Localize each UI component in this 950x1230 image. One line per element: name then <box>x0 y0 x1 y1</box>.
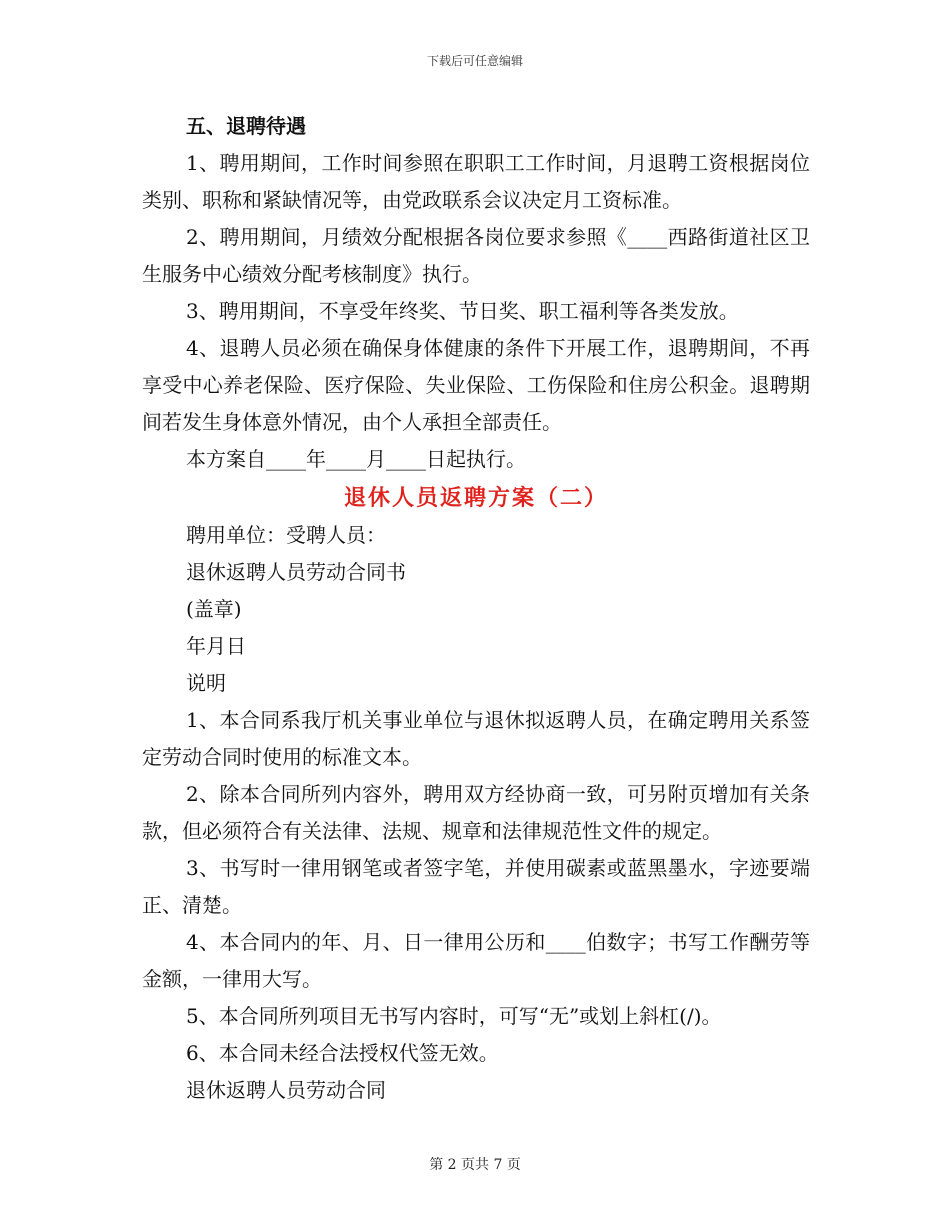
contract-line: (盖章) <box>186 597 242 621</box>
section-item: 2、聘用期间，月绩效分配根据各岗位要求参照《____西路街道社区卫生服务中心绩效分配考核制度》执行。 <box>142 225 810 286</box>
page-number: 第 2 页共 7 页 <box>429 1157 521 1173</box>
instruction-item: 4、本合同内的年、月、日一律用公历和____伯数字；书写工作酬劳等金额，一律用大写。 <box>142 930 810 991</box>
contract-line: 年月日 <box>186 634 246 658</box>
plan-title: 退休人员返聘方案（二） <box>343 485 608 511</box>
instruction-item: 5、本合同所列项目无书写内容时，可写“无”或划上斜杠(/)。 <box>186 1004 722 1028</box>
header-note: 下载后可任意编辑 <box>426 54 523 68</box>
section-heading: 五、退聘待遇 <box>186 114 306 138</box>
instruction-item: 1、本合同系我厅机关事业单位与退休拟返聘人员，在确定聘用关系签定劳动合同时使用的标准文本。 <box>142 708 810 769</box>
instruction-item: 3、书写时一律用钢笔或者签字笔，并使用碳素或蓝黑墨水，字迹要端正、清楚。 <box>142 856 810 917</box>
instruction-item: 6、本合同未经合法授权代签无效。 <box>186 1041 499 1065</box>
section-item: 1、聘用期间，工作时间参照在职职工工作时间，月退聘工资根据岗位类别、职称和紧缺情况等，由党政联系会议决定月工资标准。 <box>142 151 810 212</box>
document-body <box>142 108 810 1109</box>
closing-line: 退休返聘人员劳动合同 <box>186 1078 386 1102</box>
instruction-item: 2、除本合同所列内容外，聘用双方经协商一致，可另附页增加有关条款，但必须符合有关法律、法规、规章和法律规范性文件的规定。 <box>142 782 810 843</box>
section-item: 4、退聘人员必须在确保身体健康的条件下开展工作，退聘期间，不再享受中心养老保险、医疗保险、失业保险、工伤保险和住房公积金。退聘期间若发生身体意外情况，由个人承担全部责任。 <box>142 336 810 434</box>
effective-date-line: 本方案自____年____月____日起执行。 <box>186 447 526 471</box>
contract-line: 退休返聘人员劳动合同书 <box>186 560 406 584</box>
contract-line: 说明 <box>186 671 226 695</box>
section-item: 3、聘用期间，不享受年终奖、节日奖、职工福利等各类发放。 <box>186 299 739 323</box>
contract-line: 聘用单位：受聘人员： <box>186 523 386 547</box>
